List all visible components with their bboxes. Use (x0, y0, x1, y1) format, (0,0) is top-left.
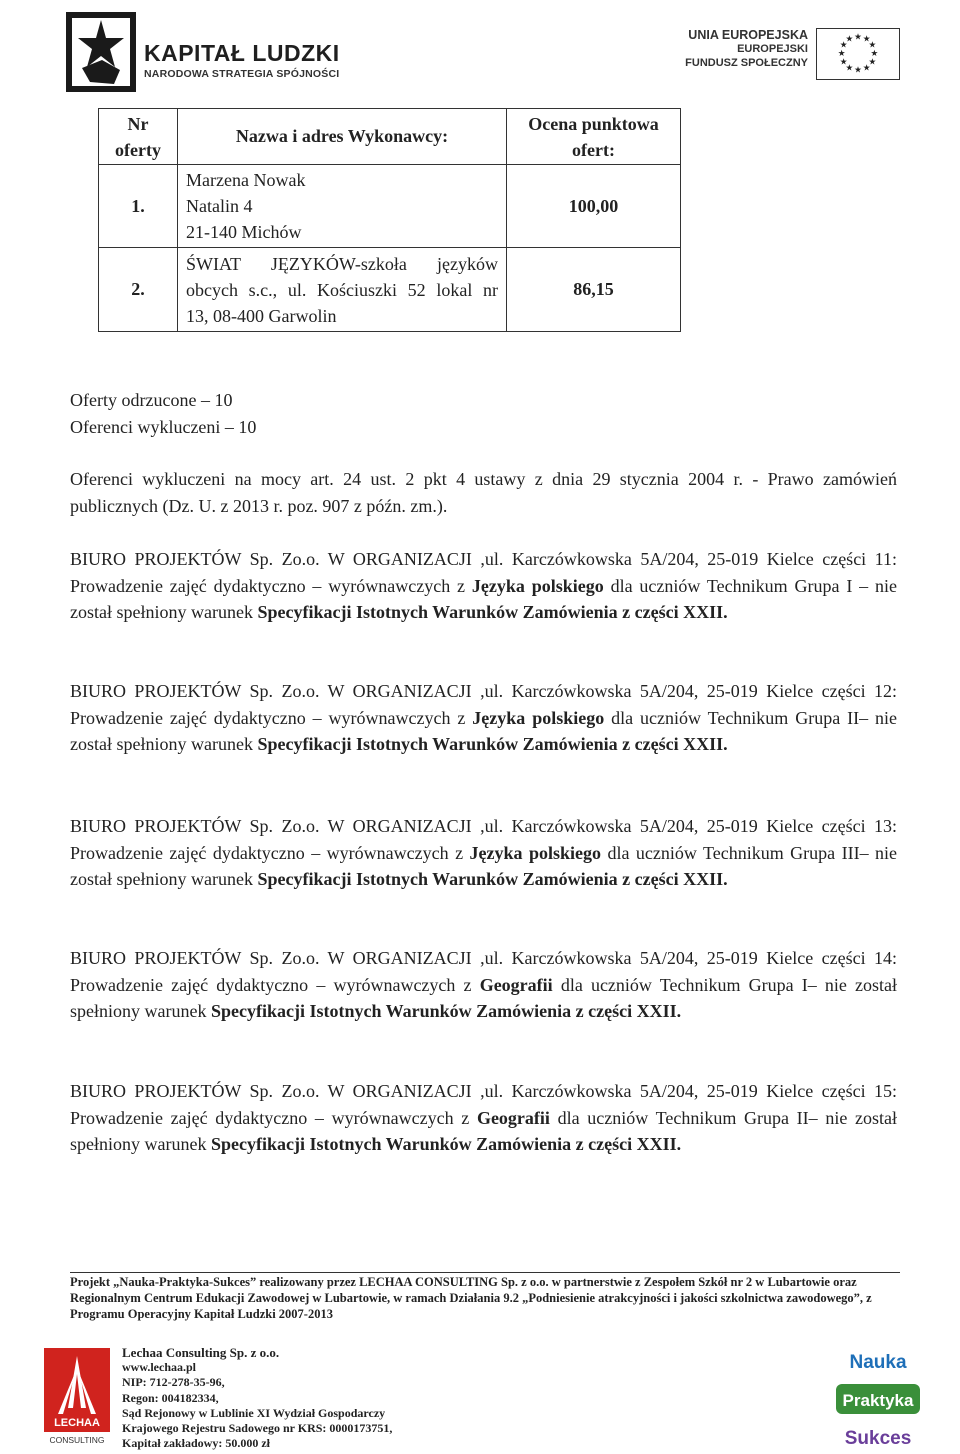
offer-score: 100,00 (507, 165, 681, 248)
exclusion-text: dla uczniów Technikum Grupa I – nie został spełniony warunek (70, 575, 897, 622)
page-header (0, 0, 960, 106)
svg-text:★: ★ (845, 63, 854, 74)
header-nr (99, 109, 178, 165)
eu-flag-icon (816, 28, 900, 80)
svg-text:★: ★ (870, 48, 879, 59)
header-nr-line-2: oferty (115, 139, 161, 160)
svg-text:★: ★ (868, 40, 877, 51)
exclusion-spec: Specyfikacji Istotnych Warunków Zamówienia z części XXII. (257, 602, 728, 622)
svg-text:★: ★ (845, 34, 854, 45)
company-regon: Regon: 004182334, (122, 1390, 219, 1405)
exclusion-basis: Oferenci wykluczeni na mocy art. 24 ust. 2 pkt 4 ustawy z dnia 29 stycznia 2004 r. - Prawo zamówień publicznych (Dz. U. z 2013 r. poz. 907 z późn. zm.). (70, 469, 897, 516)
eu-line-3: FUNDUSZ SPOŁECZNY (685, 57, 808, 69)
contractor-line: 21-140 Michów (186, 222, 302, 242)
exclusion-text: dla uczniów Technikum Grupa I– nie został spełniony warunek (70, 974, 897, 1021)
exclusion-paragraph-14 (70, 945, 897, 1025)
contractor-line: Natalin 4 (186, 196, 253, 216)
company-court: Sąd Rejonowy w Lublinie XI Wydział Gospodarczy (122, 1405, 386, 1420)
kapital-ludzki-subtitle: NARODOWA STRATEGIA SPÓJNOŚCI (144, 68, 340, 80)
nauka-praktyka-sukces-logo (834, 1346, 922, 1450)
offer-score: 86,15 (507, 248, 681, 332)
offer-nr: 1. (99, 165, 178, 248)
lechaa-logo-subtext: CONSULTING (49, 1435, 105, 1445)
contractor-line: Marzena Nowak (186, 170, 306, 190)
lechaa-logo-text: LECHAA (54, 1417, 100, 1429)
company-capital: Kapitał zakładowy: 50.000 zł (122, 1436, 271, 1451)
svg-text:★: ★ (854, 65, 862, 76)
svg-text:★: ★ (868, 57, 877, 68)
company-website[interactable]: www.lechaa.pl (122, 1360, 197, 1375)
svg-text:★: ★ (862, 63, 871, 74)
exclusion-subject: Geografii (479, 974, 553, 995)
table-header-row (99, 109, 681, 165)
offer-contractor (178, 248, 507, 332)
exclusion-paragraph-13 (70, 813, 897, 893)
contractor-line: obcych s.c., ul. Kościuszki 52 lokal nr (186, 279, 498, 300)
contractor-line: ŚWIAT JĘZYKÓW-szkoła języków (186, 253, 498, 274)
footer-divider (70, 1272, 900, 1273)
exclusion-text: BIURO PROJEKTÓW Sp. Zo.o. W ORGANIZACJI ,ul. Karczówkowska 5A/204, 25-019 Kielce części 11: Prowadzenie zajęć dydaktyczno – wyrównawczych z (70, 549, 897, 596)
company-krs: Krajowego Rejestru Sadowego nr KRS: 0000173751, (122, 1421, 393, 1436)
exclusion-text: BIURO PROJEKTÓW Sp. Zo.o. W ORGANIZACJI ,ul. Karczówkowska 5A/204, 25-019 Kielce części 12: Prowadzenie zajęć dydaktyczno – wyrównawczych z (70, 681, 897, 728)
kapital-ludzki-emblem-icon (62, 8, 140, 96)
exclusion-text: BIURO PROJEKTÓW Sp. Zo.o. W ORGANIZACJI ,ul. Karczówkowska 5A/204, 25-019 Kielce części 13: Prowadzenie zajęć dydaktyczno – wyrównawczych z (70, 816, 897, 863)
eu-text (685, 28, 808, 70)
excluded-count: Oferenci wykluczeni – 10 (70, 417, 257, 437)
exclusion-text: BIURO PROJEKTÓW Sp. Zo.o. W ORGANIZACJI ,ul. Karczówkowska 5A/204, 25-019 Kielce części 14: Prowadzenie zajęć dydaktyczno – wyrównawczych z (70, 948, 897, 995)
offer-nr: 2. (99, 248, 178, 332)
exclusion-paragraph-15 (70, 1078, 897, 1158)
exclusion-text: dla uczniów Technikum Grupa III– nie został spełniony warunek (70, 842, 898, 889)
company-nip: NIP: 712-278-35-96, (122, 1375, 225, 1390)
nps-word-1: Nauka (849, 1352, 907, 1373)
company-info (122, 1345, 392, 1451)
exclusion-spec: Specyfikacji Istotnych Warunków Zamówienia z części XXII. (210, 1134, 682, 1154)
eu-logo (668, 28, 900, 80)
table-row (99, 248, 681, 332)
project-description: Projekt „Nauka-Praktyka-Sukces” realizowany przez LECHAA CONSULTING Sp. z o.o. w partnerstwie z Zespołem Szkół nr 2 w Lubartowie oraz Regionalnym Centrum Edukacji Zawodowej w Lubartowie, w ramach Działania 9.2 „Podniesienie atrakcyjności i jakości szkolnictwa zawodowego”, z Programu Operacyjny Kapitał Ludzki 2007-2013 (70, 1275, 872, 1321)
exclusion-text: BIURO PROJEKTÓW Sp. Zo.o. W ORGANIZACJI ,ul. Karczówkowska 5A/204, 25-019 Kielce części 15: Prowadzenie zajęć dydaktyczno – wyrównawczych z (70, 1081, 897, 1128)
company-name: Lechaa Consulting Sp. z o.o. (122, 1345, 280, 1360)
header-score-line-1: Ocena punktowa (528, 113, 659, 134)
lechaa-logo (44, 1348, 110, 1446)
exclusion-subject: Języka polskiego (471, 575, 604, 596)
header-nr-line-1: Nr (127, 113, 149, 134)
nps-word-3: Sukces (844, 1428, 912, 1449)
exclusion-subject: Języka polskiego (469, 842, 601, 863)
rejected-count: Oferty odrzucone – 10 (70, 390, 233, 410)
contractor-line: 13, 08-400 Garwolin (186, 305, 337, 326)
exclusion-subject: Geografii (476, 1107, 550, 1128)
svg-text:★: ★ (854, 32, 862, 43)
table-row (99, 165, 681, 248)
header-name: Nazwa i adres Wykonawcy: (178, 109, 507, 165)
eu-line-2: EUROPEJSKI (737, 43, 808, 55)
eu-line-1: UNIA EUROPEJSKA (688, 28, 808, 42)
exclusion-subject: Języka polskiego (472, 707, 605, 728)
exclusion-paragraph-11 (70, 546, 897, 626)
offer-contractor (178, 165, 507, 248)
header-score-line-2: ofert: (572, 139, 615, 160)
svg-text:★: ★ (839, 40, 848, 51)
exclusion-spec: Specyfikacji Istotnych Warunków Zamówienia z części XXII. (257, 734, 728, 754)
exclusion-paragraph-12 (70, 678, 897, 758)
kapital-ludzki-logo (62, 8, 362, 96)
exclusion-text: dla uczniów Technikum Grupa II– nie został spełniony warunek (70, 1107, 898, 1154)
header-score (507, 109, 681, 165)
svg-text:★: ★ (839, 57, 848, 68)
exclusion-spec: Specyfikacji Istotnych Warunków Zamówienia z części XXII. (210, 1001, 682, 1021)
kapital-ludzki-title: KAPITAŁ LUDZKI (144, 40, 340, 66)
offers-table (98, 108, 681, 332)
exclusion-text: dla uczniów Technikum Grupa II– nie został spełniony warunek (70, 707, 898, 754)
svg-text:★: ★ (862, 34, 871, 45)
exclusion-spec: Specyfikacji Istotnych Warunków Zamówienia z części XXII. (257, 869, 728, 889)
nps-word-2: Praktyka (842, 1391, 914, 1410)
svg-text:★: ★ (837, 48, 846, 59)
